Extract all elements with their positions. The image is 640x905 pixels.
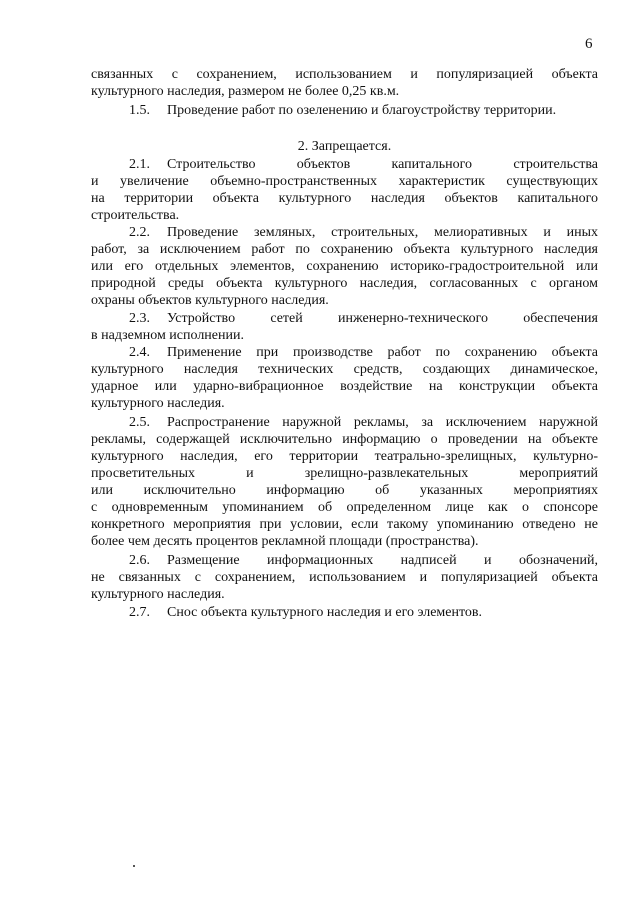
item-line: более чем десять процентов рекламной площади (пространства).	[91, 534, 479, 549]
item-2-4	[91, 344, 598, 412]
item-line: рекламы, содержащей исключительно информацию о проведении на объекте	[91, 432, 598, 447]
item-number: 2.6.	[129, 553, 150, 568]
item-line: в надземном исполнении.	[91, 328, 244, 343]
item-line: Проведение земляных, строительных, мелиоративных и иных	[167, 225, 598, 240]
item-line: строительства.	[91, 208, 180, 223]
item-line: Размещение информационных надписей и обозначений,	[167, 553, 598, 568]
item-line: Строительство объектов капитального строительства	[167, 157, 598, 172]
item-line: культурного наследия технических средств, создающих динамическое,	[91, 362, 598, 377]
item-line: Устройство сетей инженерно-технического обеспечения	[167, 311, 598, 326]
item-2-3	[91, 310, 598, 344]
item-1-5	[91, 102, 598, 119]
item-line: Распространение наружной рекламы, за исключением наружной	[167, 415, 598, 430]
item-line: конкретного мероприятия при условии, если такому упоминанию отведено не	[91, 517, 598, 532]
intro-paragraph	[91, 66, 598, 100]
item-line: или исключительно информацию об указанных мероприятиях	[91, 483, 598, 498]
item-number: 2.2.	[129, 225, 150, 240]
item-2-7	[91, 604, 598, 621]
item-text: Проведение работ по озеленению и благоустройству территории.	[167, 103, 557, 118]
page-number: 6	[585, 36, 593, 52]
item-line: природной среды объекта культурного наследия, согласованных с органом	[91, 276, 598, 291]
item-line: Применение при производстве работ по сохранению объекта	[167, 345, 598, 360]
item-line: просветительных и зрелищно-развлекательных мероприятий	[91, 466, 598, 481]
item-line: и увеличение объемно-пространственных характеристик существующих	[91, 174, 598, 189]
item-line: охраны объектов культурного наследия.	[91, 293, 329, 308]
item-number: 2.5.	[129, 415, 150, 430]
item-number: 2.4.	[129, 345, 150, 360]
item-line: с одновременным упоминанием об определенном лице как о спонсоре	[91, 500, 598, 515]
item-number: 2.3.	[129, 311, 150, 326]
item-2-6	[91, 552, 598, 603]
item-number: 2.1.	[129, 157, 150, 172]
item-2-2	[91, 224, 598, 309]
intro-line: культурного наследия, размером не более 0,25 кв.м.	[91, 84, 400, 99]
section-heading: 2. Запрещается.	[297, 139, 392, 154]
item-line: на территории объекта культурного наследия объектов капитального	[91, 191, 598, 206]
item-line: работ, за исключением работ по сохранению объекта культурного наследия	[91, 242, 598, 257]
item-line: ударное или ударно-вибрационное воздействие на конструкции объекта	[91, 379, 598, 394]
item-2-5	[91, 414, 598, 550]
scan-speck	[133, 865, 135, 867]
item-line: Снос объекта культурного наследия и его элементов.	[167, 605, 483, 620]
item-line: культурного наследия, его территории театрально-зрелищных, культурно-	[91, 449, 598, 464]
item-number: 2.7.	[129, 605, 150, 620]
item-line: культурного наследия.	[91, 587, 225, 602]
item-line: или его отдельных элементов, сохранению историко-градостроительной или	[91, 259, 598, 274]
item-2-1	[91, 156, 598, 224]
item-line: культурного наследия.	[91, 396, 225, 411]
intro-line: связанных с сохранением, использованием и популяризацией объекта	[91, 67, 598, 82]
item-number: 1.5.	[129, 103, 150, 118]
item-line: не связанных с сохранением, использованием и популяризацией объекта	[91, 570, 598, 585]
